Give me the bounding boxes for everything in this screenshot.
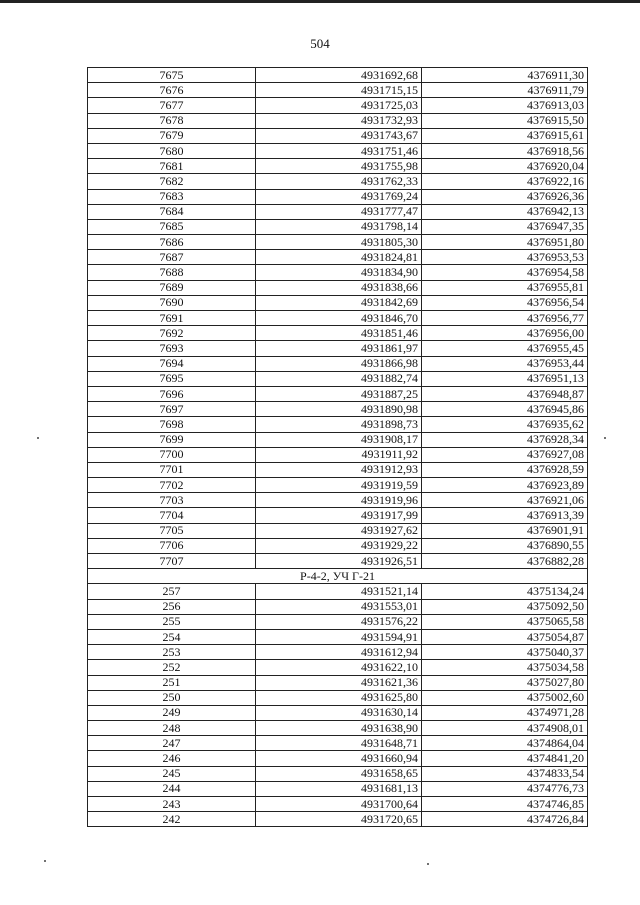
table-row — [88, 508, 588, 523]
x-coordinate-cell: 4931919,59 — [256, 478, 422, 493]
point-number-cell: 251 — [88, 675, 256, 690]
x-coordinate-cell: 4931929,22 — [256, 538, 422, 553]
table-body-upper — [88, 68, 588, 569]
table-row — [88, 781, 588, 796]
table-row — [88, 675, 588, 690]
point-number-cell: 7699 — [88, 432, 256, 447]
y-coordinate-cell: 4374833,54 — [422, 766, 588, 781]
table-row — [88, 812, 588, 827]
x-coordinate-cell: 4931625,80 — [256, 690, 422, 705]
point-number-cell: 7676 — [88, 83, 256, 98]
x-coordinate-cell: 4931908,17 — [256, 432, 422, 447]
x-coordinate-cell: 4931521,14 — [256, 584, 422, 599]
point-number-cell: 7698 — [88, 417, 256, 432]
point-number-cell: 246 — [88, 751, 256, 766]
y-coordinate-cell: 4376947,35 — [422, 219, 588, 234]
y-coordinate-cell: 4376948,87 — [422, 386, 588, 401]
table-row — [88, 371, 588, 386]
table-row — [88, 68, 588, 83]
table-row — [88, 690, 588, 705]
table-row — [88, 538, 588, 553]
point-number-cell: 252 — [88, 660, 256, 675]
table-row — [88, 235, 588, 250]
point-number-cell: 254 — [88, 629, 256, 644]
x-coordinate-cell: 4931622,10 — [256, 660, 422, 675]
point-number-cell: 7688 — [88, 265, 256, 280]
y-coordinate-cell: 4374864,04 — [422, 736, 588, 751]
x-coordinate-cell: 4931926,51 — [256, 554, 422, 569]
table-row — [88, 386, 588, 401]
y-coordinate-cell: 4376942,13 — [422, 204, 588, 219]
y-coordinate-cell: 4376956,00 — [422, 326, 588, 341]
table-row — [88, 432, 588, 447]
point-number-cell: 7701 — [88, 462, 256, 477]
point-number-cell: 249 — [88, 705, 256, 720]
x-coordinate-cell: 4931805,30 — [256, 235, 422, 250]
table-row — [88, 493, 588, 508]
point-number-cell: 7702 — [88, 478, 256, 493]
point-number-cell: 255 — [88, 614, 256, 629]
y-coordinate-cell: 4375040,37 — [422, 645, 588, 660]
table-body-lower — [88, 584, 588, 827]
table-row — [88, 219, 588, 234]
table-row — [88, 599, 588, 614]
table-row — [88, 766, 588, 781]
y-coordinate-cell: 4375065,58 — [422, 614, 588, 629]
x-coordinate-cell: 4931725,03 — [256, 98, 422, 113]
y-coordinate-cell: 4376951,80 — [422, 235, 588, 250]
table-row — [88, 554, 588, 569]
point-number-cell: 248 — [88, 721, 256, 736]
scan-speck — [427, 863, 429, 865]
y-coordinate-cell: 4376922,16 — [422, 174, 588, 189]
scan-speck — [604, 437, 606, 439]
x-coordinate-cell: 4931732,93 — [256, 113, 422, 128]
y-coordinate-cell: 4376953,53 — [422, 250, 588, 265]
y-coordinate-cell: 4376928,34 — [422, 432, 588, 447]
x-coordinate-cell: 4931882,74 — [256, 371, 422, 386]
y-coordinate-cell: 4374746,85 — [422, 797, 588, 812]
x-coordinate-cell: 4931919,96 — [256, 493, 422, 508]
table-row — [88, 159, 588, 174]
y-coordinate-cell: 4376926,36 — [422, 189, 588, 204]
table-row — [88, 83, 588, 98]
x-coordinate-cell: 4931553,01 — [256, 599, 422, 614]
point-number-cell: 7692 — [88, 326, 256, 341]
table-row — [88, 705, 588, 720]
table-row — [88, 113, 588, 128]
point-number-cell: 7700 — [88, 447, 256, 462]
x-coordinate-cell: 4931681,13 — [256, 781, 422, 796]
x-coordinate-cell: 4931824,81 — [256, 250, 422, 265]
table-row — [88, 797, 588, 812]
point-number-cell: 7693 — [88, 341, 256, 356]
y-coordinate-cell: 4376890,55 — [422, 538, 588, 553]
x-coordinate-cell: 4931715,15 — [256, 83, 422, 98]
table-row — [88, 341, 588, 356]
y-coordinate-cell: 4376954,58 — [422, 265, 588, 280]
y-coordinate-cell: 4376920,04 — [422, 159, 588, 174]
y-coordinate-cell: 4376955,45 — [422, 341, 588, 356]
section-title: Р-4-2, УЧ Г-21 — [88, 569, 588, 584]
x-coordinate-cell: 4931798,14 — [256, 219, 422, 234]
table-row — [88, 174, 588, 189]
table-row — [88, 280, 588, 295]
point-number-cell: 7689 — [88, 280, 256, 295]
x-coordinate-cell: 4931755,98 — [256, 159, 422, 174]
x-coordinate-cell: 4931762,33 — [256, 174, 422, 189]
y-coordinate-cell: 4376915,50 — [422, 113, 588, 128]
x-coordinate-cell: 4931700,64 — [256, 797, 422, 812]
point-number-cell: 7680 — [88, 143, 256, 158]
table-row — [88, 721, 588, 736]
x-coordinate-cell: 4931777,47 — [256, 204, 422, 219]
table-row — [88, 629, 588, 644]
point-number-cell: 7678 — [88, 113, 256, 128]
table-row — [88, 311, 588, 326]
x-coordinate-cell: 4931890,98 — [256, 402, 422, 417]
y-coordinate-cell: 4376918,56 — [422, 143, 588, 158]
x-coordinate-cell: 4931898,73 — [256, 417, 422, 432]
table-row — [88, 462, 588, 477]
table-row — [88, 98, 588, 113]
y-coordinate-cell: 4376953,44 — [422, 356, 588, 371]
coordinates-table — [87, 67, 588, 827]
x-coordinate-cell: 4931648,71 — [256, 736, 422, 751]
point-number-cell: 7705 — [88, 523, 256, 538]
x-coordinate-cell: 4931743,67 — [256, 128, 422, 143]
point-number-cell: 243 — [88, 797, 256, 812]
table-row — [88, 128, 588, 143]
y-coordinate-cell: 4376913,03 — [422, 98, 588, 113]
point-number-cell: 7707 — [88, 554, 256, 569]
x-coordinate-cell: 4931692,68 — [256, 68, 422, 83]
point-number-cell: 7687 — [88, 250, 256, 265]
table-row — [88, 447, 588, 462]
table-row — [88, 143, 588, 158]
y-coordinate-cell: 4376882,28 — [422, 554, 588, 569]
x-coordinate-cell: 4931912,93 — [256, 462, 422, 477]
x-coordinate-cell: 4931917,99 — [256, 508, 422, 523]
table-row — [88, 645, 588, 660]
y-coordinate-cell: 4376955,81 — [422, 280, 588, 295]
table-row — [88, 751, 588, 766]
table-row — [88, 295, 588, 310]
point-number-cell: 7694 — [88, 356, 256, 371]
y-coordinate-cell: 4375054,87 — [422, 629, 588, 644]
point-number-cell: 7682 — [88, 174, 256, 189]
y-coordinate-cell: 4375092,50 — [422, 599, 588, 614]
point-number-cell: 253 — [88, 645, 256, 660]
x-coordinate-cell: 4931594,91 — [256, 629, 422, 644]
y-coordinate-cell: 4375002,60 — [422, 690, 588, 705]
point-number-cell: 7677 — [88, 98, 256, 113]
table-row — [88, 660, 588, 675]
table-row — [88, 265, 588, 280]
point-number-cell: 7686 — [88, 235, 256, 250]
y-coordinate-cell: 4376911,30 — [422, 68, 588, 83]
x-coordinate-cell: 4931911,92 — [256, 447, 422, 462]
x-coordinate-cell: 4931887,25 — [256, 386, 422, 401]
y-coordinate-cell: 4376927,08 — [422, 447, 588, 462]
y-coordinate-cell: 4376956,54 — [422, 295, 588, 310]
point-number-cell: 7683 — [88, 189, 256, 204]
y-coordinate-cell: 4374908,01 — [422, 721, 588, 736]
y-coordinate-cell: 4374841,20 — [422, 751, 588, 766]
x-coordinate-cell: 4931576,22 — [256, 614, 422, 629]
y-coordinate-cell: 4376951,13 — [422, 371, 588, 386]
y-coordinate-cell: 4376923,89 — [422, 478, 588, 493]
y-coordinate-cell: 4376928,59 — [422, 462, 588, 477]
point-number-cell: 7691 — [88, 311, 256, 326]
point-number-cell: 7704 — [88, 508, 256, 523]
point-number-cell: 242 — [88, 812, 256, 827]
table-row — [88, 189, 588, 204]
table-row — [88, 356, 588, 371]
y-coordinate-cell: 4376911,79 — [422, 83, 588, 98]
x-coordinate-cell: 4931751,46 — [256, 143, 422, 158]
x-coordinate-cell: 4931834,90 — [256, 265, 422, 280]
x-coordinate-cell: 4931838,66 — [256, 280, 422, 295]
x-coordinate-cell: 4931720,65 — [256, 812, 422, 827]
point-number-cell: 7690 — [88, 295, 256, 310]
table-row — [88, 417, 588, 432]
point-number-cell: 7706 — [88, 538, 256, 553]
section-header-row — [88, 569, 588, 584]
scan-speck — [44, 860, 46, 862]
table-row — [88, 478, 588, 493]
x-coordinate-cell: 4931927,62 — [256, 523, 422, 538]
y-coordinate-cell: 4374776,73 — [422, 781, 588, 796]
y-coordinate-cell: 4375034,58 — [422, 660, 588, 675]
x-coordinate-cell: 4931851,46 — [256, 326, 422, 341]
y-coordinate-cell: 4376915,61 — [422, 128, 588, 143]
point-number-cell: 7685 — [88, 219, 256, 234]
table-row — [88, 204, 588, 219]
point-number-cell: 7703 — [88, 493, 256, 508]
x-coordinate-cell: 4931842,69 — [256, 295, 422, 310]
y-coordinate-cell: 4376956,77 — [422, 311, 588, 326]
point-number-cell: 256 — [88, 599, 256, 614]
section-header-group — [88, 569, 588, 584]
x-coordinate-cell: 4931846,70 — [256, 311, 422, 326]
y-coordinate-cell: 4374726,84 — [422, 812, 588, 827]
point-number-cell: 7697 — [88, 402, 256, 417]
y-coordinate-cell: 4376913,39 — [422, 508, 588, 523]
table-row — [88, 614, 588, 629]
y-coordinate-cell: 4375027,80 — [422, 675, 588, 690]
point-number-cell: 7675 — [88, 68, 256, 83]
table-row — [88, 326, 588, 341]
x-coordinate-cell: 4931638,90 — [256, 721, 422, 736]
table-row — [88, 523, 588, 538]
x-coordinate-cell: 4931861,97 — [256, 341, 422, 356]
y-coordinate-cell: 4376901,91 — [422, 523, 588, 538]
point-number-cell: 244 — [88, 781, 256, 796]
scan-speck — [37, 437, 39, 439]
y-coordinate-cell: 4374971,28 — [422, 705, 588, 720]
top-border-line — [0, 0, 640, 3]
table-row — [88, 250, 588, 265]
y-coordinate-cell: 4376935,62 — [422, 417, 588, 432]
point-number-cell: 7696 — [88, 386, 256, 401]
point-number-cell: 245 — [88, 766, 256, 781]
y-coordinate-cell: 4376921,06 — [422, 493, 588, 508]
table-row — [88, 736, 588, 751]
y-coordinate-cell: 4376945,86 — [422, 402, 588, 417]
x-coordinate-cell: 4931630,14 — [256, 705, 422, 720]
point-number-cell: 7695 — [88, 371, 256, 386]
table-row — [88, 584, 588, 599]
x-coordinate-cell: 4931769,24 — [256, 189, 422, 204]
y-coordinate-cell: 4375134,24 — [422, 584, 588, 599]
page-number: 504 — [310, 36, 330, 51]
point-number-cell: 247 — [88, 736, 256, 751]
x-coordinate-cell: 4931866,98 — [256, 356, 422, 371]
x-coordinate-cell: 4931660,94 — [256, 751, 422, 766]
table-row — [88, 402, 588, 417]
x-coordinate-cell: 4931612,94 — [256, 645, 422, 660]
x-coordinate-cell: 4931658,65 — [256, 766, 422, 781]
point-number-cell: 257 — [88, 584, 256, 599]
point-number-cell: 250 — [88, 690, 256, 705]
point-number-cell: 7679 — [88, 128, 256, 143]
x-coordinate-cell: 4931621,36 — [256, 675, 422, 690]
point-number-cell: 7681 — [88, 159, 256, 174]
point-number-cell: 7684 — [88, 204, 256, 219]
